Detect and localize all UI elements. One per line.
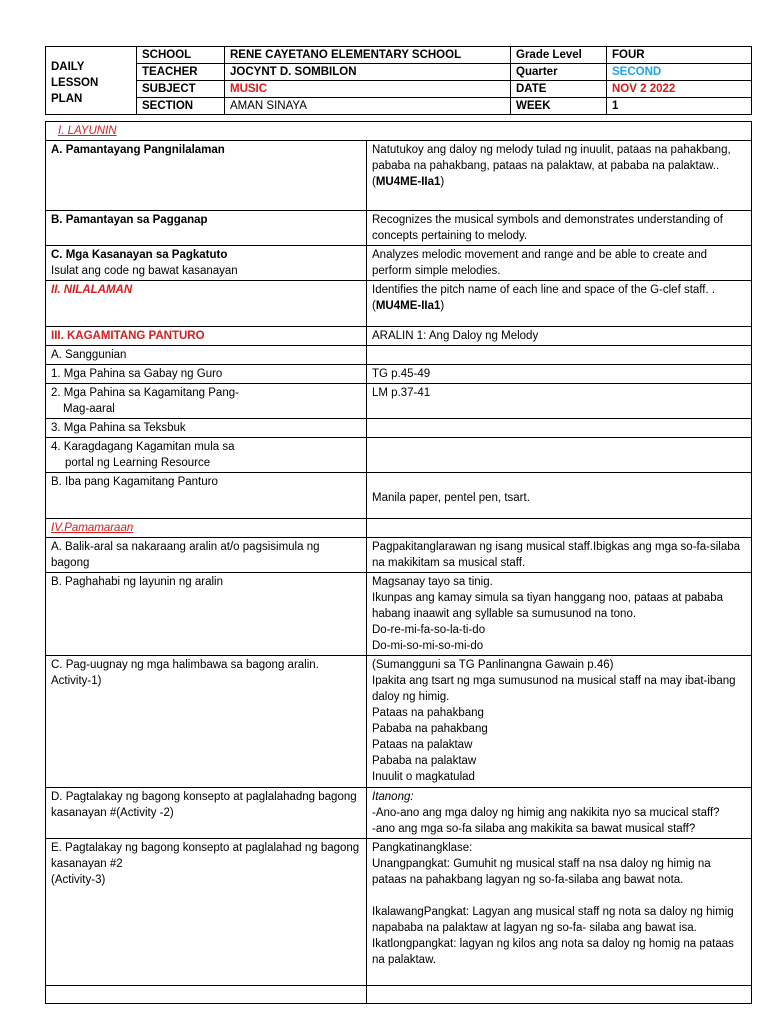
grade-level-value: FOUR — [607, 47, 752, 64]
pamamaraan-heading: IV.Pamamaraan — [46, 519, 367, 538]
sanggunian-label: A. Sanggunian — [46, 346, 367, 365]
pe-content: Pangkatinangklase: Unangpangkat: Gumuhit ng musical staff na nsa daloy ng himig na pataas na pahakbang lagyan ng so-fa-silaba ang bawat nota. IkalawangPangkat: Lagyan ang musical staff ng nota sa daloy ng himig napababa na palaktaw at lagyan ng so-fa- silaba ang bawat isa. Ikatlongpangkat: lagyan ng kilos ang nota sa daloy ng homig na pataas na palaktaw. — [367, 839, 752, 986]
teacher-label: TEACHER — [137, 64, 225, 81]
header-table — [45, 46, 752, 115]
iba-label: B. Iba pang Kagamitang Panturo — [46, 473, 367, 519]
b-content: Recognizes the musical symbols and demonstrates understanding of concepts pertaining to melody. — [367, 211, 752, 246]
nilalaman-heading: II. NILALAMAN — [46, 281, 367, 327]
c-content: Analyzes melodic movement and range and be able to create and perform simple melodies. — [367, 246, 752, 281]
pd-content: Itanong: -Ano-ano ang mga daloy ng himig ang nakikita nyo sa mucical staff? -ano ang mga so-fa silaba ang makikita sa bawat musical staff? — [367, 788, 752, 839]
dlp-title: DAILY LESSON PLAN — [46, 47, 137, 115]
lm-label-cell: 2. Mga Pahina sa Kagamitang Pang- Mag-aaral — [46, 384, 367, 419]
pa-label: A. Balik-aral sa nakaraang aralin at/o pagsisimula ng bagong — [46, 538, 367, 573]
section-value: AMAN SINAYA — [225, 98, 511, 115]
pamamaraan-blank — [367, 519, 752, 538]
pd-label: D. Pagtalakay ng bagong konsepto at paglalahadng bagong kasanayan #(Activity -2) — [46, 788, 367, 839]
school-label: SCHOOL — [137, 47, 225, 64]
kagamitan-heading: III. KAGAMITANG PANTURO — [46, 327, 367, 346]
sanggunian-value — [367, 346, 752, 365]
karagdagang-label-cell: 4. Karagdagang Kagamitan mula sa portal ng Learning Resource — [46, 438, 367, 473]
pc-label-cell: C. Pag-uugnay ng mga halimbawa sa bagong aralin. Activity-1) — [46, 656, 367, 788]
pb-label: B. Paghahabi ng layunin ng aralin — [46, 573, 367, 656]
week-label: WEEK — [511, 98, 607, 115]
tg-value: TG p.45-49 — [367, 365, 752, 384]
b-label: B. Pamantayan sa Pagganap — [46, 211, 367, 246]
week-value: 1 — [607, 98, 752, 115]
subject-label: SUBJECT — [137, 81, 225, 98]
aralin-title: ARALIN 1: Ang Daloy ng Melody — [367, 327, 752, 346]
layunin-heading: I. LAYUNIN — [46, 122, 752, 141]
grade-level-label: Grade Level — [511, 47, 607, 64]
quarter-label: Quarter — [511, 64, 607, 81]
bottom-blank-left — [46, 986, 367, 1004]
teacher-value: JOCYNT D. SOMBILON — [225, 64, 511, 81]
quarter-value: SECOND — [607, 64, 752, 81]
pe-label-cell: E. Pagtalakay ng bagong konsepto at paglalahad ng bagong kasanayan #2 (Activity-3) — [46, 839, 367, 986]
section-label: SECTION — [137, 98, 225, 115]
lm-value: LM p.37-41 — [367, 384, 752, 419]
karagdagang-value — [367, 438, 752, 473]
school-value: RENE CAYETANO ELEMENTARY SCHOOL — [225, 47, 511, 64]
teksbuk-label: 3. Mga Pahina sa Teksbuk — [46, 419, 367, 438]
subject-value: MUSIC — [225, 81, 511, 98]
a-content: Natutukoy ang daloy ng melody tulad ng inuulit, pataas na pahakbang, pababa na pahakbang, pataas na palaktaw, at pababa na palaktaw.. (MU4ME-IIa1) — [367, 141, 752, 211]
pb-content: Magsanay tayo sa tinig. Ikunpas ang kamay simula sa tiyan hanggang noo, pataas at pababa habang inaawit ang syllable sa sumusunod na tono. Do-re-mi-fa-so-la-ti-do Do-mi-so-mi-so-mi-do — [367, 573, 752, 656]
nilalaman-content: Identifies the pitch name of each line and space of the G-clef staff. . (MU4ME-IIa1) — [367, 281, 752, 327]
teksbuk-value — [367, 419, 752, 438]
date-label: DATE — [511, 81, 607, 98]
tg-label: 1. Mga Pahina sa Gabay ng Guro — [46, 365, 367, 384]
date-value: NOV 2 2022 — [607, 81, 752, 98]
iba-value: Manila paper, pentel pen, tsart. — [367, 473, 752, 519]
pc-content: (Sumangguni sa TG Panlinangna Gawain p.46) Ipakita ang tsart ng mga sumusunod na musical staff na may ibat-ibang daloy ng himig. Pataas na pahakbang Pababa na pahakbang Pataas na palaktaw Pababa na palaktaw Inuulit o magkatulad — [367, 656, 752, 788]
lesson-body-table — [45, 121, 752, 1004]
a-label: A. Pamantayang Pangnilalaman — [46, 141, 367, 211]
c-label-cell: C. Mga Kasanayan sa Pagkatuto Isulat ang code ng bawat kasanayan — [46, 246, 367, 281]
pa-content: Pagpakitanglarawan ng isang musical staff.Ibigkas ang mga so-fa-silaba na makikitam sa musical staff. — [367, 538, 752, 573]
bottom-blank-right — [367, 986, 752, 1004]
